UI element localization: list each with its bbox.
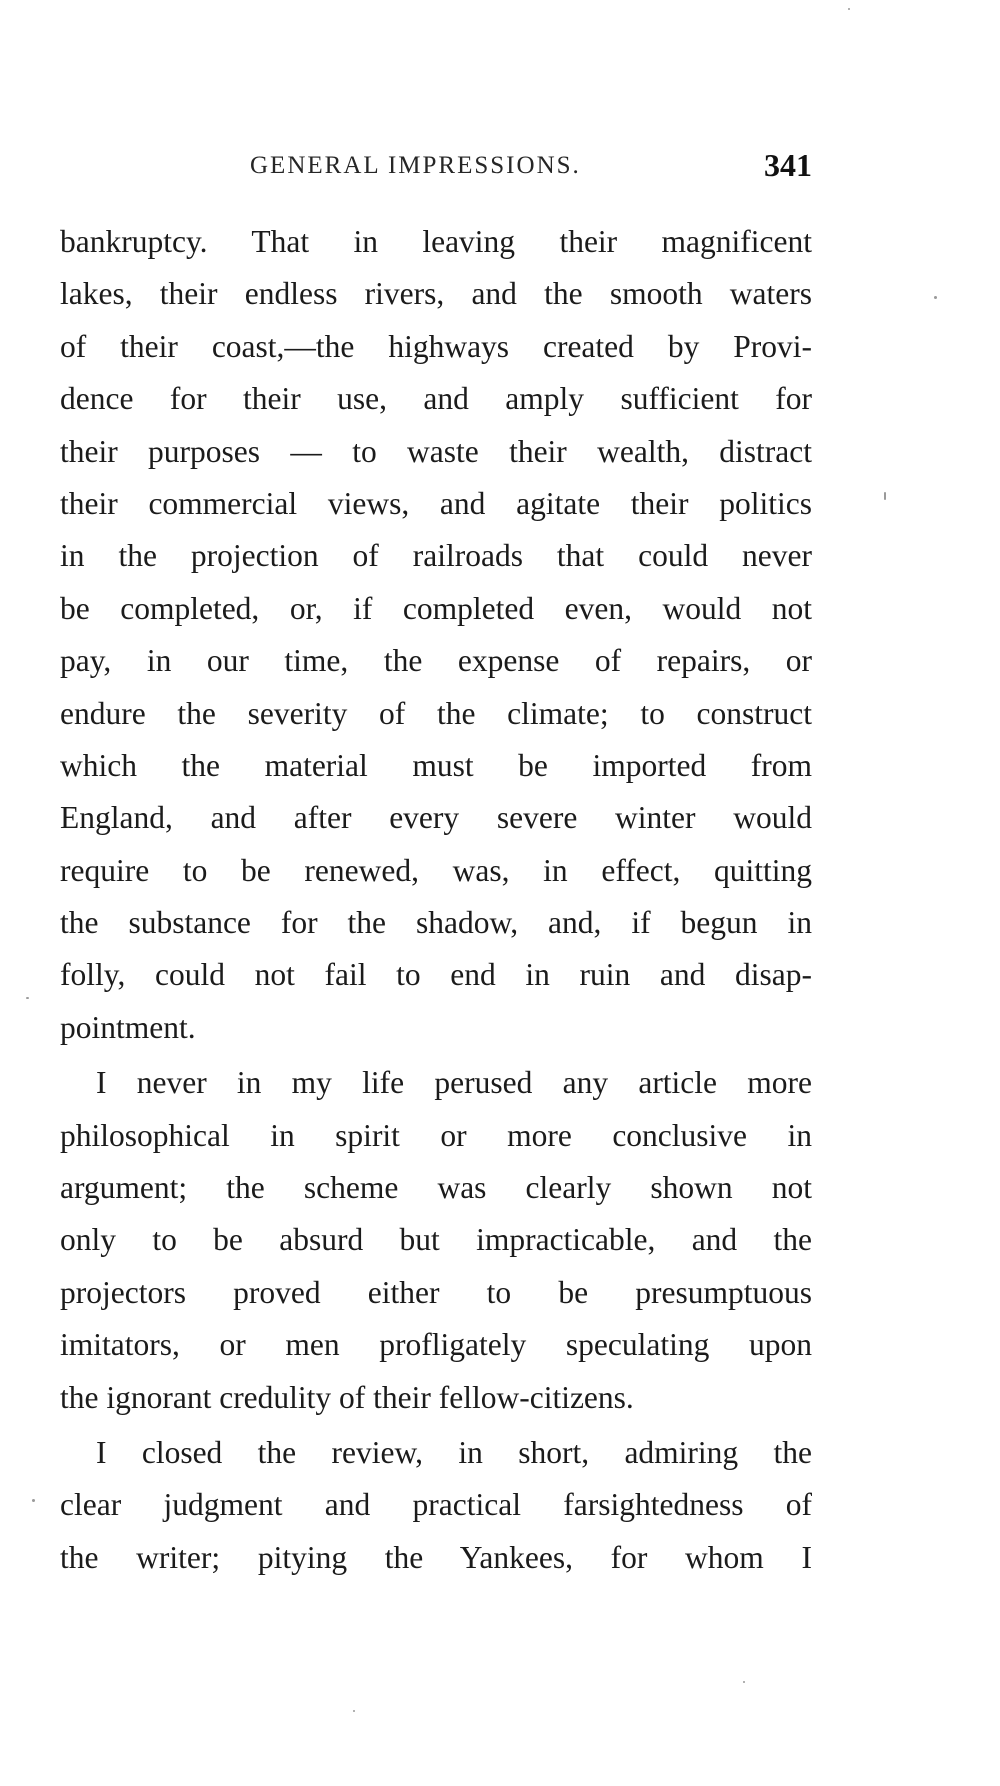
text-line: the ignorant credulity of their fellow-citizens.: [60, 1379, 634, 1415]
text-line: the substance for the shadow, and, if begun in: [60, 905, 812, 941]
scan-speck: [353, 1710, 355, 1712]
page-number: 341: [764, 147, 812, 183]
text-line: England, and after every severe winter would: [60, 800, 812, 836]
text-line: the writer; pitying the Yankees, for whom I: [60, 1539, 812, 1575]
running-title: GENERAL IMPRESSIONS.: [250, 152, 581, 179]
scan-speck: [26, 997, 29, 999]
text-line: be completed, or, if completed even, would not: [60, 590, 812, 626]
text-line: imitators, or men profligately speculating upon: [60, 1327, 812, 1363]
scan-speck: [848, 8, 850, 10]
text-line: I never in my life perused any article more: [96, 1065, 812, 1101]
paragraph-1: [60, 216, 812, 1054]
scan-speck: [32, 1499, 35, 1502]
text-line: only to be absurd but impracticable, and the: [60, 1222, 812, 1258]
text-line: pay, in our time, the expense of repairs, or: [60, 643, 812, 679]
scan-speck: [884, 492, 886, 500]
scan-speck: [743, 1681, 745, 1683]
text-line: in the projection of railroads that could never: [60, 538, 812, 574]
scan-speck: [934, 296, 937, 299]
text-line: I closed the review, in short, admiring the: [96, 1434, 812, 1470]
text-line: endure the severity of the climate; to construct: [60, 695, 812, 731]
text-line: philosophical in spirit or more conclusive in: [60, 1117, 812, 1153]
text-line: require to be renewed, was, in effect, quitting: [60, 852, 812, 888]
text-line: argument; the scheme was clearly shown not: [60, 1170, 812, 1206]
running-header: [60, 147, 812, 192]
text-line: their purposes — to waste their wealth, distract: [60, 433, 812, 469]
paragraph-3: [60, 1427, 812, 1584]
text-line: which the material must be imported from: [60, 747, 812, 783]
body-text: [60, 216, 812, 1584]
text-line: folly, could not fail to end in ruin and disap-: [60, 957, 812, 993]
text-line: of their coast,—the highways created by Provi-: [60, 328, 812, 364]
text-line: pointment.: [60, 1009, 196, 1045]
text-line: their commercial views, and agitate their politics: [60, 485, 812, 521]
text-line: projectors proved either to be presumptuous: [60, 1274, 812, 1310]
text-line: dence for their use, and amply sufficient for: [60, 381, 812, 417]
paragraph-2: [60, 1057, 812, 1424]
text-line: bankruptcy. That in leaving their magnificent: [60, 224, 812, 259]
text-line: clear judgment and practical farsightedness of: [60, 1487, 812, 1523]
text-line: lakes, their endless rivers, and the smooth waters: [60, 276, 812, 312]
